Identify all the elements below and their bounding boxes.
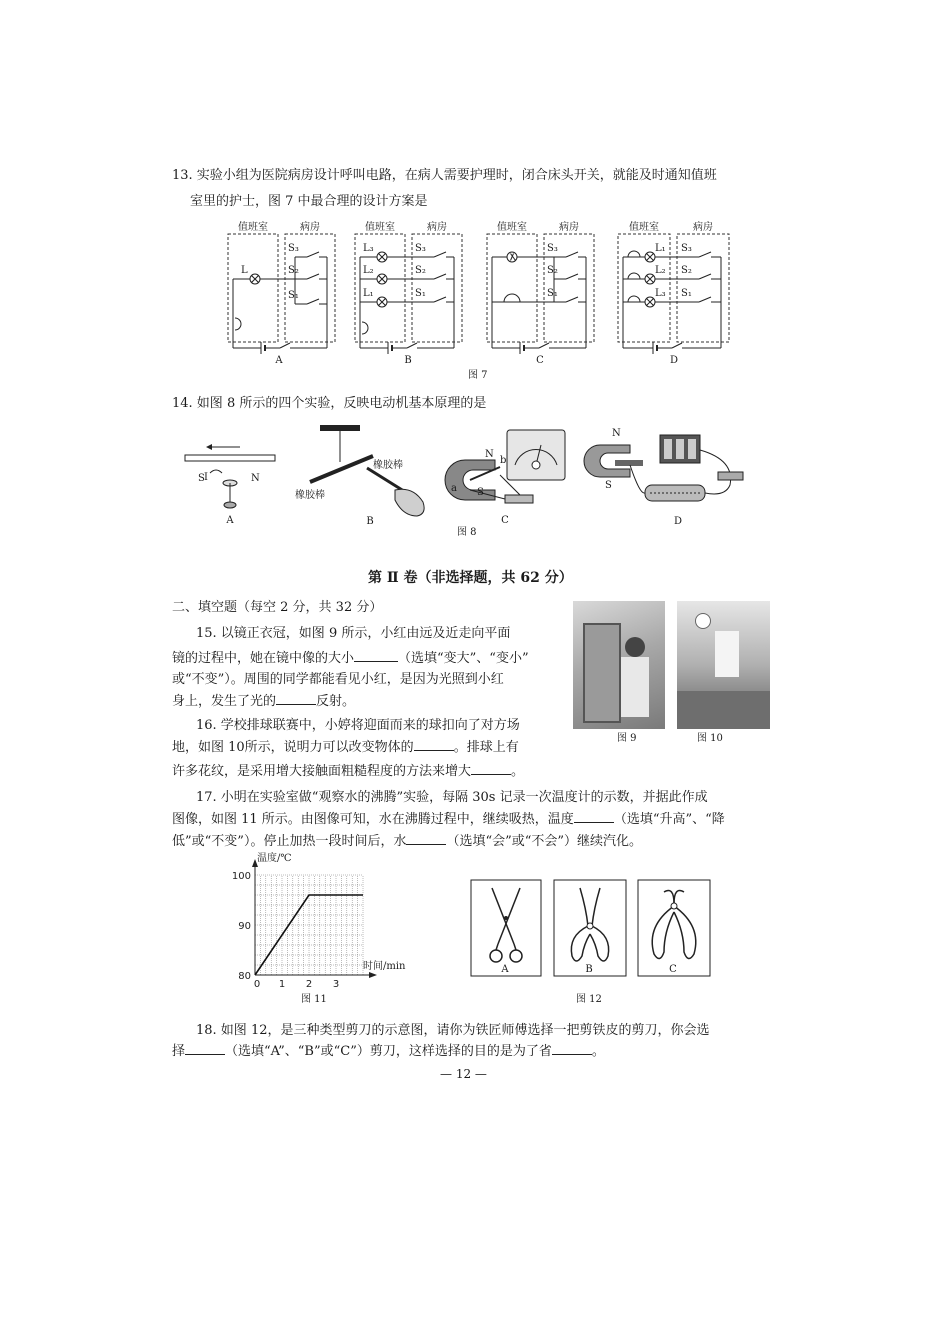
option-b-label: B (404, 355, 412, 366)
q15-line-1: 15. 以镜正衣冠，如图 9 所示，小红由远及近走向平面 (196, 626, 511, 641)
ward-label: 病房 (427, 222, 447, 233)
switch-s1-label: S₁ (547, 288, 558, 299)
switch-s1-label: S₁ (415, 288, 426, 299)
switch-s2-label: S₂ (415, 265, 426, 276)
scissors-b-label: B (585, 964, 593, 975)
page-number: — 12 — (440, 1067, 487, 1081)
q15-line-3: 或“不变”）。周围的同学都能看见小红，是因为光照到小红 (172, 672, 504, 687)
q18-blank-2[interactable] (552, 1054, 592, 1055)
x-axis-label: 时间/min (363, 961, 406, 972)
option-d-label: D (669, 355, 679, 366)
q17-line-3: 低”或“不变”）。停止加热一段时间后，水 （选填“会”或“不会”）继续汽化。 (172, 834, 643, 849)
pole-n-label: N (485, 449, 494, 460)
experiment-a (180, 425, 280, 530)
ward-label: 病房 (300, 222, 320, 233)
ward-label: 病房 (559, 222, 579, 233)
pole-s-label: S (198, 473, 205, 484)
q14-line: 14. 如图 8 所示的四个实验，反映电动机基本原理的是 (172, 396, 487, 411)
q16-line-2: 地，如图 10所示，说明力可以改变物体的 。排球上有 (172, 740, 519, 755)
lamp-l2-label: L₂ (655, 265, 666, 276)
current-label: I (204, 472, 208, 483)
switch-s3-label: S₃ (288, 243, 299, 254)
q17-line-1: 17. 小明在实验室做“观察水的沸腾”实验，每隔 30s 记录一次温度计的示数，并据此作成 (196, 790, 708, 805)
figure-11-caption: 图 11 (301, 994, 327, 1005)
x-tick-label: 0 (253, 979, 261, 990)
option-a-label: A (275, 355, 283, 366)
circuit-d (615, 222, 735, 367)
fill-blank-header: 二、填空题（每空 2 分，共 32 分） (172, 600, 383, 615)
q15-blank-1[interactable] (354, 661, 398, 662)
circuit-b (352, 222, 467, 367)
q13-line-1: 13. 实验小组为医院病房设计呼叫电路，在病人需要护理时，闭合床头开关，就能及时通知值班 (172, 168, 717, 183)
q17-blank-2[interactable] (406, 844, 446, 845)
x-tick-label: 2 (305, 979, 313, 990)
pole-s-label: S (477, 487, 484, 498)
experiment-b (295, 420, 435, 530)
lamp-l3-label: L₃ (655, 288, 666, 299)
circuit-a (225, 222, 340, 367)
pole-n-label: N (251, 473, 260, 484)
option-b-label: B (366, 516, 374, 527)
ward-label: 病房 (693, 222, 713, 233)
figure-9-caption: 图 9 (617, 733, 637, 744)
point-a-label: a (451, 483, 457, 494)
pole-n-label: N (612, 428, 621, 439)
experiment-c (445, 425, 575, 530)
switch-s3-label: S₃ (681, 243, 692, 254)
figure-8-caption: 图 8 (457, 527, 477, 538)
q18-blank-1[interactable] (185, 1054, 225, 1055)
duty-room-label: 值班室 (497, 222, 527, 233)
duty-room-label: 值班室 (629, 222, 659, 233)
boiling-chart-svg (225, 853, 425, 1003)
figure-10-photo (677, 601, 770, 729)
figure-12-scissors (468, 878, 718, 978)
lamp-label: L (241, 265, 248, 276)
experiment-d (590, 420, 750, 530)
y-tick-label: 90 (238, 921, 251, 932)
option-a-label: A (226, 515, 234, 526)
y-tick-label: 80 (238, 971, 251, 982)
q15-blank-2[interactable] (276, 704, 316, 705)
q16-line-1: 16. 学校排球联赛中，小婷将迎面而来的球扣向了对方场 (196, 718, 520, 733)
figure-12-caption: 图 12 (576, 994, 602, 1005)
rubber-rod-label-1: 橡胶棒 (295, 490, 325, 501)
figure-9-photo (573, 601, 665, 729)
q15-line-2: 镜的过程中，她在镜中像的大小 （选填“变大”、“变小” (172, 651, 529, 666)
point-b-label: b (500, 455, 507, 466)
lamp-l1-label: L₁ (363, 288, 374, 299)
switch-s1-label: S₁ (288, 290, 299, 301)
option-c-label: C (536, 355, 544, 366)
option-c-label: C (501, 515, 509, 526)
circuit-c (484, 222, 599, 367)
scissors-c-label: C (669, 964, 677, 975)
q15-line-4: 身上，发生了光的 反射。 (172, 694, 356, 709)
pole-s-label: S (605, 480, 612, 491)
section-title: 第 Ⅱ 卷（非选择题，共 62 分） (368, 570, 573, 586)
q16-blank-2[interactable] (471, 774, 511, 775)
q18-line-1: 18. 如图 12，是三种类型剪刀的示意图，请你为铁匠师傅选择一把剪铁皮的剪刀，你会选 (196, 1023, 710, 1038)
switch-s2-label: S₂ (681, 265, 692, 276)
duty-room-label: 值班室 (365, 222, 395, 233)
switch-s3-label: S₃ (415, 243, 426, 254)
q17-line-2: 图像，如图 11 所示。由图像可知，水在沸腾过程中，继续吸热，温度 （选填“升高”、“降 (172, 812, 725, 827)
switch-s2-label: S₂ (547, 265, 558, 276)
y-axis-label: 温度/℃ (257, 853, 292, 864)
figure-11-chart (225, 853, 425, 1003)
q18-line-2: 择 （选填“A”、“B”或“C”）剪刀，这样选择的目的是为了省 。 (172, 1044, 605, 1059)
switch-s1-label: S₁ (681, 288, 692, 299)
x-tick-label: 1 (278, 979, 286, 990)
switch-s2-label: S₂ (288, 265, 299, 276)
lamp-l2-label: L₂ (363, 265, 374, 276)
y-tick-label: 100 (231, 871, 251, 882)
q17-blank-1[interactable] (574, 822, 614, 823)
lamp-l3-label: L₃ (363, 243, 374, 254)
q13-line-2: 室里的护士，图 7 中最合理的设计方案是 (190, 194, 428, 209)
duty-room-label: 值班室 (238, 222, 268, 233)
x-tick-label: 3 (332, 979, 340, 990)
lamp-l1-label: L₁ (655, 243, 666, 254)
figure-7-caption: 图 7 (468, 370, 488, 381)
figure-10-caption: 图 10 (697, 733, 723, 744)
option-d-label: D (673, 516, 683, 527)
rubber-rod-label-2: 橡胶棒 (373, 460, 403, 471)
q16-blank-1[interactable] (414, 750, 454, 751)
switch-s3-label: S₃ (547, 243, 558, 254)
q16-line-3: 许多花纹，是采用增大接触面粗糙程度的方法来增大 。 (172, 764, 525, 779)
scissors-a-label: A (501, 964, 509, 975)
